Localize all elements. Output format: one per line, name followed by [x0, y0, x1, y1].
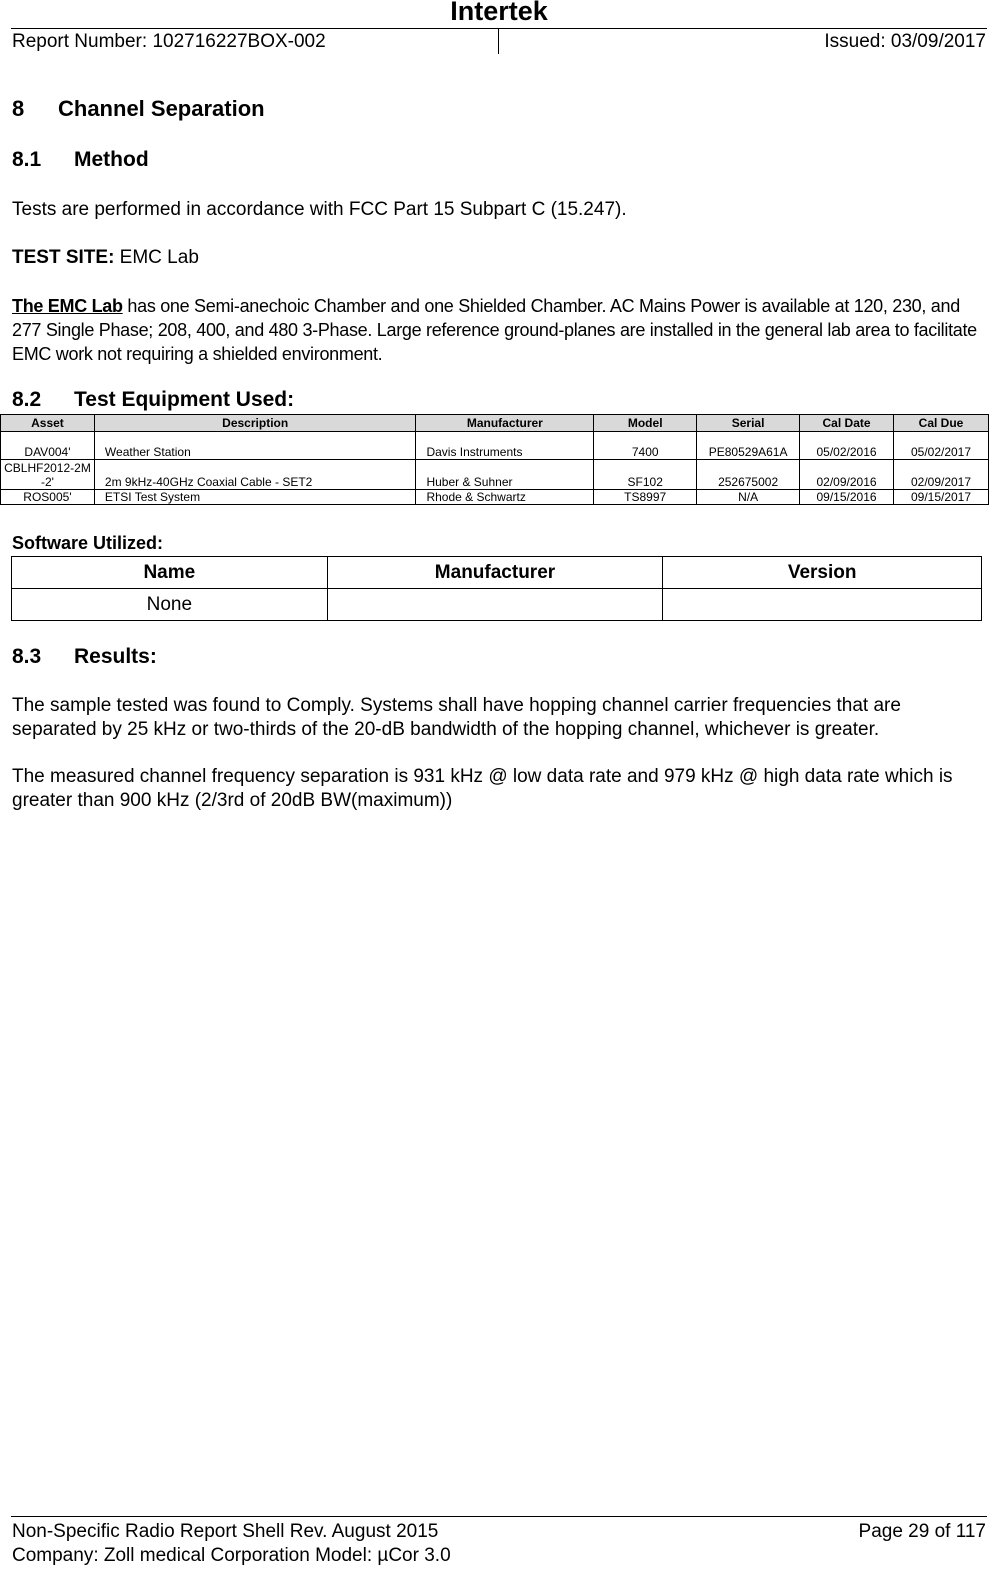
description-cell: 2m 9kHz-40GHz Coaxial Cable - SET2 — [94, 460, 416, 490]
emc-lab-text: has one Semi-anechoic Chamber and one Shielded Chamber. AC Mains Power is available at 120, 230, and 277 Single Phase; 208, 400, and 480 3-Phase. Large reference ground-planes are installed in the general lab area to facilitate EMC work not requiring a shielded environment. — [12, 296, 977, 364]
cal-date-cell: 09/15/2016 — [800, 490, 894, 505]
company-name: Intertek — [450, 0, 548, 26]
equipment-heading — [12, 388, 294, 412]
description-cell: ETSI Test System — [94, 490, 416, 505]
equipment-number: 8.2 — [12, 388, 42, 411]
report-number: Report Number: 102716227BOX-002 — [12, 31, 326, 52]
results-heading — [12, 645, 157, 669]
emc-lab-paragraph — [12, 294, 988, 366]
test-site-value: EMC Lab — [114, 247, 199, 268]
col-sw-manufacturer: Manufacturer — [327, 557, 663, 589]
model-cell: SF102 — [594, 460, 697, 490]
software-heading: Software Utilized: — [12, 533, 164, 553]
header-divider — [498, 28, 499, 54]
software-table — [11, 556, 982, 621]
method-number: 8.1 — [12, 148, 42, 171]
table-row — [1, 490, 989, 505]
manufacturer-cell: Davis Instruments — [416, 432, 594, 460]
cal-date-cell: 05/02/2016 — [800, 432, 894, 460]
col-model: Model — [594, 415, 697, 432]
cal-due-cell: 02/09/2017 — [894, 460, 989, 490]
asset-cell: ROS005' — [1, 490, 95, 505]
results-title: Results: — [74, 645, 157, 668]
col-manufacturer: Manufacturer — [416, 415, 594, 432]
col-cal-date: Cal Date — [800, 415, 894, 432]
cal-date-cell: 02/09/2016 — [800, 460, 894, 490]
results-paragraph-1: The sample tested was found to Comply. Systems shall have hopping channel carrier frequencies that are separated by 25 kHz or two-thirds of the 20-dB bandwidth of the hopping channel, whichever is greater. — [12, 695, 901, 740]
footer-company: Company: Zoll medical Corporation Model: µCor 3.0 — [12, 1545, 451, 1566]
manufacturer-cell: Huber & Suhner — [416, 460, 594, 490]
header-rule — [11, 28, 987, 29]
equipment-title: Test Equipment Used: — [74, 388, 295, 411]
software-header-row — [12, 557, 982, 589]
section-title: Channel Separation — [58, 96, 265, 121]
section-number: 8 — [12, 96, 25, 121]
footer-shell-rev: Non-Specific Radio Report Shell Rev. August 2015 — [12, 1521, 439, 1542]
equipment-table — [0, 414, 989, 505]
serial-cell: 252675002 — [697, 460, 800, 490]
cal-due-cell: 05/02/2017 — [894, 432, 989, 460]
results-paragraph-2: The measured channel frequency separation is 931 kHz @ low data rate and 979 kHz @ high data rate which is greater than 900 kHz (2/3rd of 20dB BW(maximum)) — [12, 766, 953, 811]
serial-cell: PE80529A61A — [697, 432, 800, 460]
serial-cell: N/A — [697, 490, 800, 505]
asset-cell: CBLHF2012-2M-2' — [1, 460, 95, 490]
method-heading — [12, 148, 149, 172]
software-manufacturer-cell — [327, 589, 663, 621]
section-heading — [12, 96, 265, 122]
issued-date: Issued: 03/09/2017 — [824, 31, 986, 52]
col-asset: Asset — [1, 415, 95, 432]
col-cal-due: Cal Due — [894, 415, 989, 432]
method-title: Method — [74, 148, 149, 171]
col-name: Name — [12, 557, 328, 589]
asset-cell: DAV004' — [1, 432, 95, 460]
footer-page-number: Page 29 of 117 — [858, 1521, 986, 1542]
table-row — [12, 589, 982, 621]
model-cell: 7400 — [594, 432, 697, 460]
test-site-label: TEST SITE: — [12, 247, 115, 268]
col-serial: Serial — [697, 415, 800, 432]
test-site — [12, 246, 988, 270]
model-cell: TS8997 — [594, 490, 697, 505]
footer-rule — [11, 1516, 987, 1517]
method-text: Tests are performed in accordance with FCC Part 15 Subpart C (15.247). — [12, 199, 627, 220]
software-version-cell — [663, 589, 982, 621]
table-row — [1, 432, 989, 460]
results-number: 8.3 — [12, 645, 42, 668]
software-name-cell: None — [12, 589, 328, 621]
col-description: Description — [94, 415, 416, 432]
manufacturer-cell: Rhode & Schwartz — [416, 490, 594, 505]
cal-due-cell: 09/15/2017 — [894, 490, 989, 505]
description-cell: Weather Station — [94, 432, 416, 460]
col-version: Version — [663, 557, 982, 589]
emc-lab-label: The EMC Lab — [12, 296, 123, 316]
table-row — [1, 460, 989, 490]
equipment-header-row — [1, 415, 989, 432]
